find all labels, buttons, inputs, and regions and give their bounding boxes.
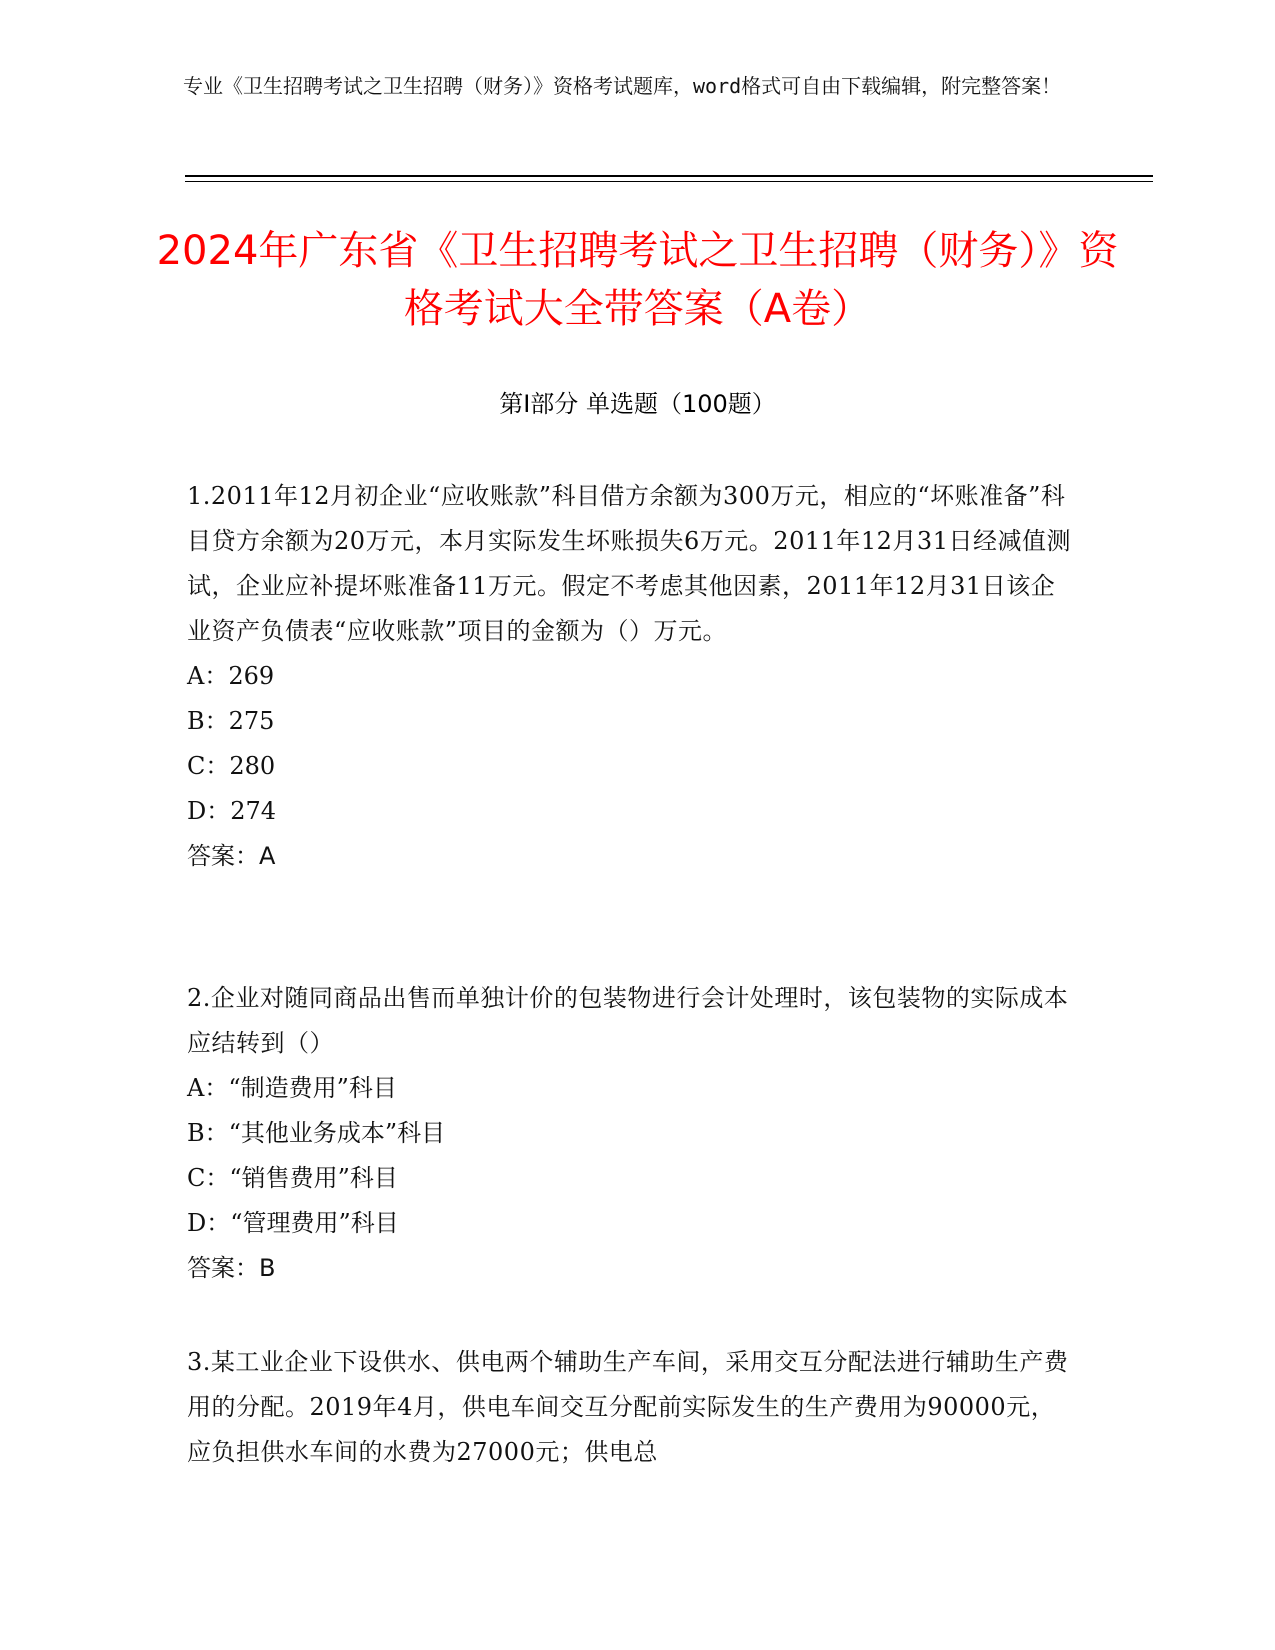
option-a: A：“制造费用”科目	[187, 1074, 397, 1102]
question-item	[187, 474, 1077, 879]
header-divider-thick	[185, 175, 1153, 177]
question-item	[187, 976, 1077, 1291]
question-stem: 1.2011年12月初企业“应收账款”科目借方余额为300万元，相应的“坏账准备”科目贷方余额为20万元，本月实际发生坏账损失6万元。2011年12月31日经减值测试，企业应补提坏账准备11万元。假定不考虑其他因素，2011年12月31日该企业资产负债表“应收账款”项目的金额为（）万元。	[187, 482, 1071, 645]
option-a: A：269	[187, 662, 275, 690]
option-c: C：“销售费用”科目	[187, 1164, 398, 1192]
header-divider-thin	[185, 181, 1153, 182]
option-d: D：“管理费用”科目	[187, 1209, 399, 1237]
document-title: 2024年广东省《卫生招聘考试之卫生招聘（财务）》资格考试大全带答案（A卷）	[156, 228, 1119, 332]
option-b: B：275	[187, 707, 275, 735]
option-b: B：“其他业务成本”科目	[187, 1119, 446, 1147]
question-item	[187, 1340, 1077, 1475]
answer-label: 答案：B	[187, 1254, 276, 1282]
section-title: 第Ⅰ部分 单选题（100题）	[499, 390, 776, 418]
option-c: C：280	[187, 752, 276, 780]
option-d: D：274	[187, 797, 277, 825]
question-stem: 2.企业对随同商品出售而单独计价的包装物进行会计处理时，该包装物的实际成本应结转到（）	[187, 984, 1069, 1057]
answer-label: 答案：A	[187, 842, 276, 870]
header-note: 专业《卫生招聘考试之卫生招聘（财务）》资格考试题库，word格式可自由下载编辑，附完整答案！	[183, 74, 1062, 98]
question-stem: 3.某工业企业下设供水、供电两个辅助生产车间，采用交互分配法进行辅助生产费用的分配。2019年4月，供电车间交互分配前实际发生的生产费用为90000元，应负担供水车间的水费为27000元；供电总	[187, 1348, 1069, 1466]
